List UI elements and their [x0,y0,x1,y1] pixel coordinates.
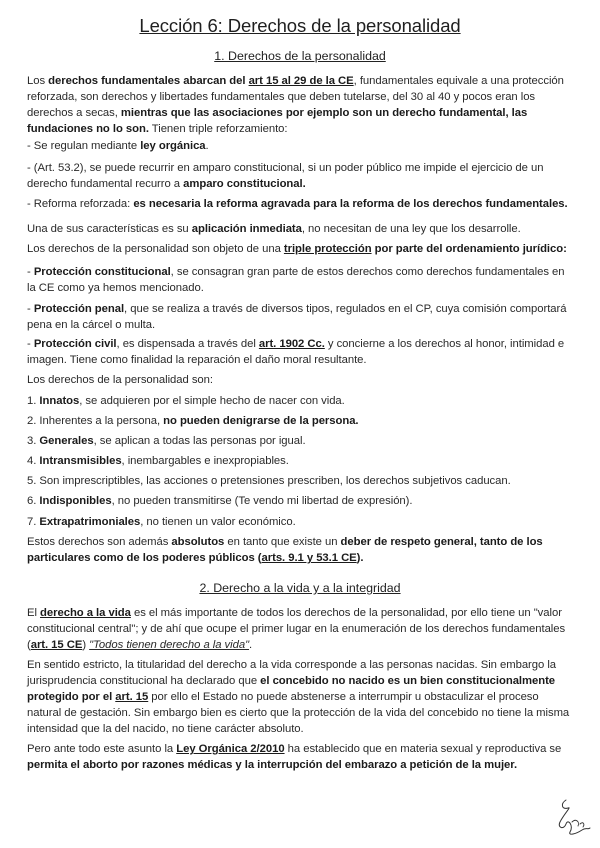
paragraph-ley-organica [27,741,575,773]
bold-underlined-text: derecho a la vida [40,607,131,619]
proteccion-civil [27,336,575,368]
list-number: 5. [27,475,40,487]
text: . [249,639,253,651]
text: El [27,607,41,619]
law-reference: Ley Orgánica 2/2010 [176,743,285,755]
list-item-reforma [27,196,575,212]
bold-text: derechos fundamentales abarcan del [48,75,249,87]
text: , no necesitan de una ley que los desarrolle. [301,223,521,235]
text: Son imprescriptibles, las acciones o pretensiones prescriben, los derechos subjetivos caducan. [39,475,511,487]
bold-text: absolutos [171,536,225,548]
section-heading-1: 1. Derechos de la personalidad [214,49,386,63]
article-reference: art. 1902 Cc. [258,338,325,350]
text: , se consagran gran parte de estos derechos como derechos fundamentales en la CE como ya hemos mencionado. [27,266,565,294]
bold-text: Indisponibles [39,495,112,507]
paragraph-titularidad [27,657,575,737]
text: , se adquieren por el simple hecho de nacer con vida. [79,395,345,407]
text: En sentido estricto, la titularidad del derecho a la vida corresponde a las personas nacidas. Sin embargo la jurisprudencia constitucional ha declarado que [27,659,557,687]
text: Estos derechos son además [27,536,172,548]
bold-text: Protección constitucional [33,266,171,278]
list-number: 3. [27,435,40,447]
list-number: 4. [27,455,40,467]
paragraph-triple-proteccion [27,241,575,257]
bold-text: ley orgánica [140,140,206,152]
text: es el más importante de todos los derechos de la personalidad, por ello tiene un "valor constitucional central"; y de ahí que ocupe el primer lugar en la enumeración de los derechos fundamentales ( [27,607,566,651]
list-number: 1. [27,395,40,407]
list-item-ley-organica [27,138,575,154]
text: por ello el Estado no puede abstenerse a interrumpir u obstaculizar el proceso natural de gestación. Sin embargo bien es cierto que la protección de la vida del concebido no tiene la misma intensidad que la del nacido, no tiene carácter absoluto. [27,691,570,735]
bold-text: por parte del ordenamiento jurídico: [371,243,567,255]
bold-text: Innatos [39,395,80,407]
bold-text: Protección penal [33,303,125,315]
list-number: 6. [27,495,40,507]
bold-underlined-text: triple protección [283,243,372,255]
proteccion-constitucional [27,264,575,296]
text: Inherentes a la persona, [39,415,164,427]
text: - (Art. 53.2), se puede recurrir en amparo constitucional, si un poder público me impide el ejercicio de un derecho fundamental recurro a [27,162,544,190]
bold-text: aplicación inmediata [191,223,302,235]
quote: "Todos tienen derecho a la vida" [89,639,250,651]
paragraph-derecho-vida [27,605,575,653]
list-item [27,493,575,509]
list-item [27,473,575,489]
paragraph-list-intro: Los derechos de la personalidad son: [27,374,213,386]
bold-text: amparo constitucional. [183,178,306,190]
list-item-amparo [27,160,575,192]
article-reference: arts. 9.1 y 53.1 CE [261,552,357,564]
list-item [27,514,575,530]
bold-text: mientras que las asociaciones por ejemplo son un derecho fundamental, las fundaciones no lo son. [27,107,528,135]
list-item [27,413,575,429]
text: - Reforma reforzada: [27,198,134,210]
bold-text: Protección civil [33,338,117,350]
article-reference: art. 15 CE [30,639,83,651]
text: , no pueden transmitirse (Te vendo mi libertad de expresión). [111,495,413,507]
bold-text: ). [356,552,364,564]
article-reference: art. 15 [115,691,149,703]
text: - [27,266,34,278]
bold-text: permita el aborto por razones médicas y la interrupción del embarazo a petición de la mujer. [27,759,518,771]
bold-text: deber de respeto general, tanto de los particulares como de los poderes públicos ( [27,536,543,564]
text: , se aplican a todas las personas por igual. [93,435,306,447]
text: ha establecido que en materia sexual y reproductiva se [284,743,562,755]
bold-text: no pueden denigrarse de la persona. [163,415,359,427]
proteccion-penal [27,301,575,333]
bold-text: Generales [39,435,94,447]
article-reference: art 15 al 29 de la CE [248,75,354,87]
signature-mark [552,796,594,840]
text: , no tienen un valor económico. [140,516,296,528]
bold-text: es necesaria la reforma agravada para la reforma de los derechos fundamentales. [133,198,568,210]
text: , que se realiza a través de diversos tipos, regulados en el CP, cuya comisión comportará pena en la cárcel o multa. [27,303,567,331]
text: Pero ante todo este asunto la [27,743,177,755]
text: ) [82,639,90,651]
paragraph-aplicacion [27,221,575,237]
bold-text: Intransmisibles [39,455,122,467]
text: y concierne a los derechos al honor, intimidad e imagen. Tiene como finalidad la reparación el daño moral resultante. [27,338,565,366]
text: en tanto que existe un [224,536,341,548]
paragraph-absolutos [27,534,575,566]
text: , inembargables e inexpropiables. [121,455,289,467]
text: - Se regulan mediante [27,140,141,152]
text: . [205,140,209,152]
text: , es dispensada a través del [116,338,259,350]
text: , fundamentales equivale a una protección reforzada, son derechos y libertades fundamentales que deben tutelarse, del 30 al 40 y pocos eran los derechos a secas, [27,75,564,119]
text: Los derechos de la personalidad son objeto de una [27,243,284,255]
list-number: 7. [27,516,40,528]
text: Los [27,75,49,87]
list-item [27,393,575,409]
text: - [27,303,34,315]
list-item [27,433,575,449]
text: Una de sus características es su [27,223,192,235]
bold-text: el concebido no nacido es un bien constitucionalmente protegido por el [27,675,556,703]
list-number: 2. [27,415,40,427]
page-title: Lección 6: Derechos de la personalidad [139,15,461,36]
list-item [27,453,575,469]
bold-text: Extrapatrimoniales [39,516,141,528]
text: Tienen triple reforzamiento: [148,123,288,135]
paragraph-intro [27,73,575,137]
section-heading-2: 2. Derecho a la vida y a la integridad [199,581,401,595]
text: - [27,338,34,350]
